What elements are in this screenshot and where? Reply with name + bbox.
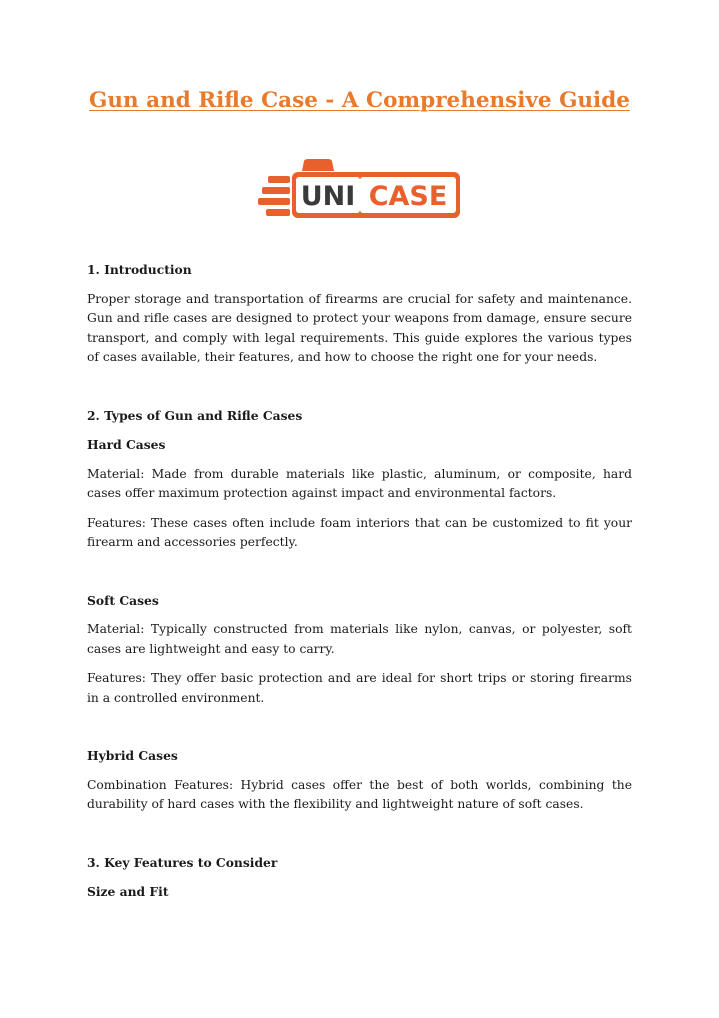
unicase-logo <box>258 158 463 220</box>
soft-cases-features: Features: They offer basic protection and are ideal for short trips or storing firearms in a controlled environment. <box>87 671 632 705</box>
hard-cases-features: Features: These cases often include foam interiors that can be customized to fit your firearm and accessories perfectly. <box>87 515 632 549</box>
subheading-size-and-fit: Size and Fit <box>87 884 169 899</box>
subheading-hybrid-cases: Hybrid Cases <box>87 748 178 763</box>
section-heading-introduction: 1. Introduction <box>87 262 192 277</box>
svg-text:UNI: UNI <box>300 181 356 212</box>
section-heading-types: 2. Types of Gun and Rifle Cases <box>87 407 303 423</box>
svg-text:CASE: CASE <box>368 181 448 212</box>
section-heading-key-features: 3. Key Features to Consider <box>87 854 278 870</box>
document-title: Gun and Rifle Case - A Comprehensive Guide <box>89 88 630 113</box>
hybrid-cases-combination: Combination Features: Hybrid cases offer the best of both worlds, combining the durability of hard cases with the flexibility and lightweight nature of soft cases. <box>87 777 632 811</box>
soft-cases-material: Material: Typically constructed from materials like nylon, canvas, or polyester, soft cases are lightweight and easy to carry. <box>87 622 632 656</box>
hard-cases-material: Material: Made from durable materials like plastic, aluminum, or composite, hard cases offer maximum protection against impact and environmental factors. <box>87 466 632 500</box>
subheading-hard-cases: Hard Cases <box>87 437 166 452</box>
document-body <box>87 260 632 902</box>
introduction-paragraph: Proper storage and transportation of firearms are crucial for safety and maintenance. Gun and rifle cases are designed to protect your weapons from damage, ensure secure transport, and comply with legal requirements. This guide explores the various types of cases available, their features, and how to choose the right one for your needs. <box>87 291 632 364</box>
subheading-soft-cases: Soft Cases <box>87 592 159 608</box>
